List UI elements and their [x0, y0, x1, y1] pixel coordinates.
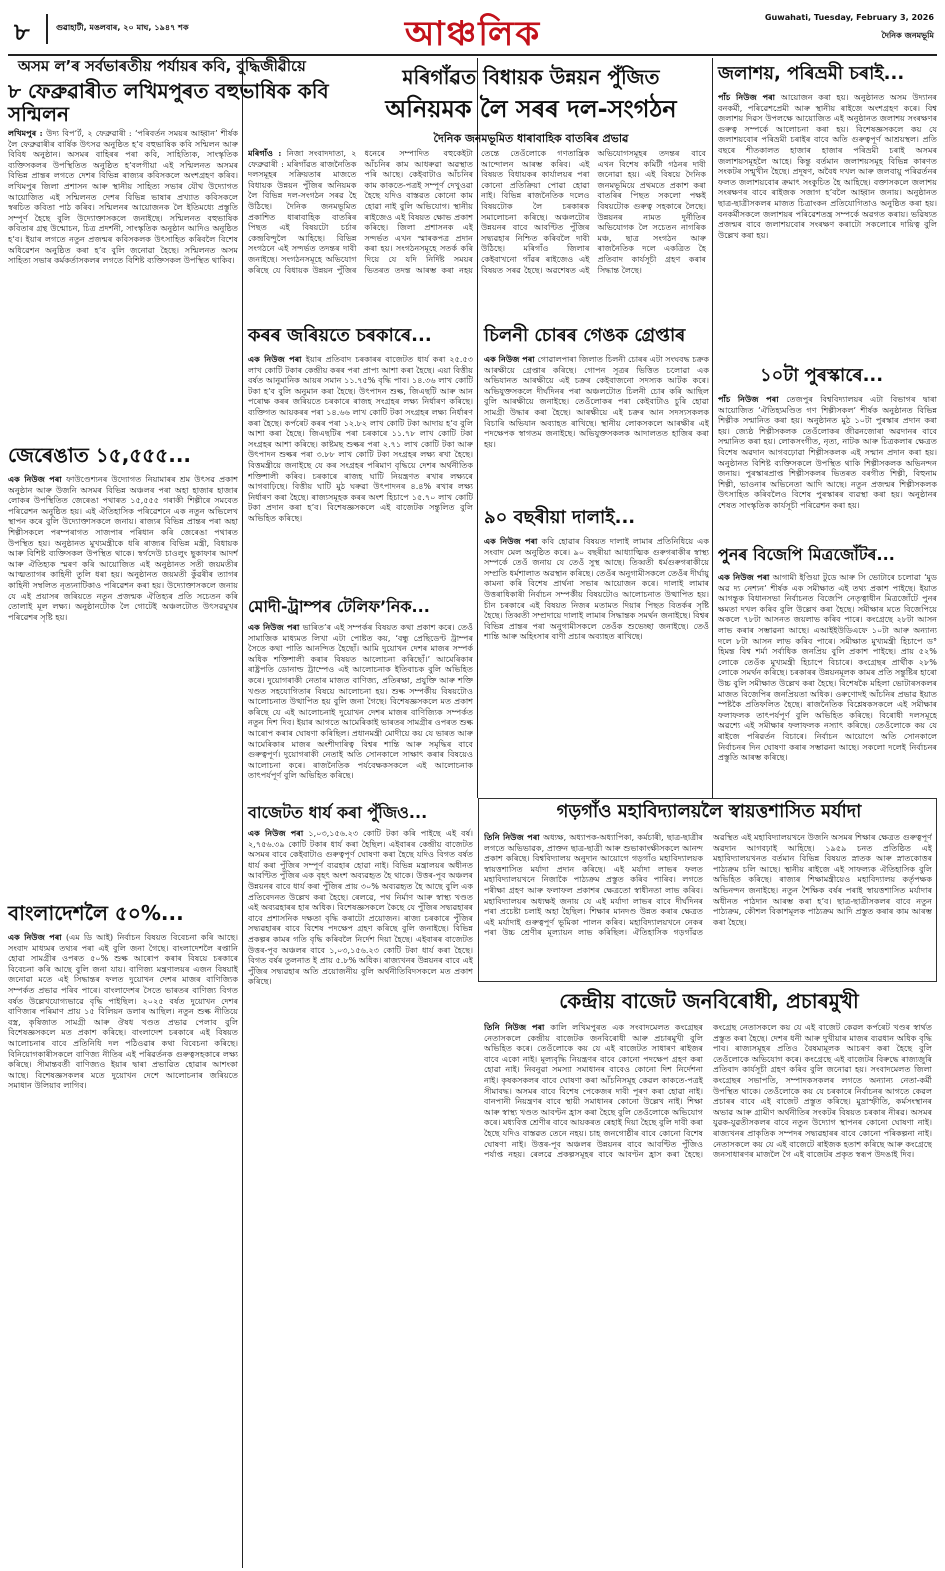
chilani-dateline: এক নিউজ পৰা	[484, 354, 538, 364]
gargaon-body	[484, 832, 932, 978]
bjp-dateline: এক নিউজ পৰা	[718, 572, 773, 582]
bjp-body	[718, 572, 937, 796]
kavi-headline: ৮ ফেব্ৰুৱাৰীত লখিমপুৰত বহুভাষিক কবি সন্মিলন	[8, 79, 329, 126]
gargaon-dateline: তিনি নিউজ পৰা	[484, 832, 544, 842]
jerengat-dateline: এক নিউজ পৰা	[8, 474, 67, 484]
chilani-body	[484, 354, 709, 504]
budget-loan-dateline: এক নিউজ পৰা	[248, 828, 309, 838]
puroskar-dateline: পাঁচ নিউজ পৰা	[718, 394, 787, 404]
morigaon-body	[248, 148, 706, 318]
dalai-body	[484, 536, 709, 786]
morigaon-subhead: দৈনিক জনমভূমিত ধাৰাবাহিক বাতৰিৰ প্ৰভাৱ	[433, 132, 629, 145]
budget-criticism-text: কালি লখিমপুৰত এক সংবাদমেলত কংগ্ৰেছৰ নেতাসকলে কেন্দ্ৰীয় বাজেটক জনবিৰোধী আৰু প্ৰচাৰমুখী বুলি অভিহিত কৰে। তেওঁলোকে কয় যে এই বাজেটত সাধাৰণ ৰাইজৰ বাবে একো নাই। মূল্যবৃদ্ধি নিয়ন্ত্ৰণৰ বাবে কোনো পদক্ষেপ গ্ৰহণ কৰা হোৱা নাই। নিবনুৱা সমস্যা সমাধানৰ বাবেও কোনো দিশ নিৰ্দেশনা নাই। কৃষকসকলৰ বাবে ঘোষণা কৰা আঁচনিসমূহ কেৱল কাকতে-পত্ৰই সীমাবদ্ধ। অসমৰ বাবে বিশেষ পেকেজৰ দাবী পূৰণ কৰা হোৱা নাই। বানপানী নিয়ন্ত্ৰণৰ বাবে স্থায়ী সমাধানৰ কোনো উল্লেখ নাই। শিক্ষা আৰু স্বাস্থ্য খণ্ডত আবণ্টন হ্ৰাস কৰা হৈছে বুলি তেওঁলোকে অভিযোগ কৰে। মধ্যবিত্ত শ্ৰেণীৰ বাবে আয়কৰত ৰেহাই দিয়া হৈছে বুলি দাবী কৰা হৈছে যদিও বাস্তৱত তেনে নহয়। চাহ জনগোষ্ঠীৰ বাবে কোনো বিশেষ ঘোষণা নাই। উত্তৰ-পূব অঞ্চলৰ উন্নয়নৰ বাবে আবণ্টিত পুঁজিও পৰ্যাপ্ত নহয়। ৰেলৱে প্ৰকল্পসমূহৰ বাবে আবণ্টন হ্ৰাস কৰা হৈছে। কংগ্ৰেছ নেতাসকলে কয় যে এই বাজেট কেৱল কৰ্পৰেট খণ্ডৰ স্বাৰ্থত প্ৰস্তুত কৰা হৈছে। দেশৰ ধনী আৰু দুখীয়াৰ মাজৰ ব্যৱধান অধিক বৃদ্ধি পাব। ৰাজ্যসমূহৰ প্ৰতিও বৈষম্যমূলক আচৰণ কৰা হৈছে বুলি তেওঁলোকে অভিযোগ কৰে। কংগ্ৰেছে এই বাজেটৰ বিৰুদ্ধে ৰাজ্যজুৰি প্ৰতিবাদ কাৰ্যসূচী গ্ৰহণ কৰিব বুলি জনোৱা হয়। সংবাদমেলত জিলা কংগ্ৰেছৰ সভাপতি, সম্পাদকসকলৰ লগতে অন্যান্য নেতা-কৰ্মী উপস্থিত থাকে। তেওঁলোকে কয় যে চৰকাৰে নিৰ্বাচনৰ আগতে কেৱল প্ৰচাৰৰ বাবে এই বাজেট প্ৰস্তুত কৰিছে। মুদ্ৰাস্ফীতি, কৰ্মসংস্থানৰ অভাৱ আৰু গ্ৰামীণ অৰ্থনীতিৰ সংকটৰ বিষয়ত চৰকাৰ নীৰৱ। অসমৰ যুৱক-যুৱতীসকলৰ বাবে নতুন উদ্যোগ স্থাপনৰ কোনো ঘোষণা নাই। ৰাজ্যখনৰ প্ৰাকৃতিক সম্পদৰ সদ্ব্যৱহাৰৰ বাবে কোনো পৰিকল্পনা নাই। নেতাসকলে কয় যে এই বাজেটে ৰাইজক হতাশ কৰিছে আৰু কংগ্ৰেছে জনসাধাৰণৰ মাজলৈ গৈ এই বাজেটৰ প্ৰকৃত স্বৰূপ উদঙাই দিব।	[484, 1022, 932, 1160]
column-rule	[242, 58, 243, 1568]
column-rule	[712, 58, 713, 798]
morigaon-headline-2: অনিয়মক লৈ সৰৰ দল-সংগঠন	[385, 95, 677, 123]
bangladesh-headline: বাংলাদেশলৈ ৫০%...	[8, 901, 184, 925]
bjp-text: আগামী ইণ্ডিয়া টুডে আৰু সি ভোটাৰে চলোৱা ‘মুড অৱ দ্য নেশ্যন’ শীৰ্ষক এক সমীক্ষাত এই তথ্য প্ৰকাশ পাইছে। ইয়াত আগন্তুক বিধানসভা নিৰ্বাচনত বিজেপি নেতৃত্বাধীন মিত্ৰজোঁটে পুনৰ ক্ষমতা দখল কৰিব বুলি উল্লেখ কৰা হৈছে। সমীক্ষাৰ মতে বিজেপিয়ে অকলে ৭৮টা আসনত জয়লাভ কৰিব পাৰে। কংগ্ৰেছে ২৮টা আসন লাভ কৰাৰ সম্ভাৱনা আছে। এআইইউডিএফে ১০টা আৰু অন্যান্য দলে ৮টা আসন লাভ কৰিব পাৰে। সমীক্ষাত মুখ্যমন্ত্ৰী হিচাপে ড° হিমন্ত বিশ্ব শৰ্মা সৰ্বাধিক জনপ্ৰিয় বুলি প্ৰকাশ পাইছে। প্ৰায় ৫২% লোকে তেওঁক মুখ্যমন্ত্ৰী হিচাপে বিচাৰে। কংগ্ৰেছৰ প্ৰাৰ্থীক ২৮% লোকে সমৰ্থন কৰিছে। চৰকাৰৰ উন্নয়নমূলক কামৰ প্ৰতি সন্তুষ্টিৰ হাৰো উচ্চ বুলি সমীক্ষাত উল্লেখ কৰা হৈছে। বিশেষকৈ মহিলা ভোটাৰসকলৰ মাজত বিজেপিৰ জনপ্ৰিয়তা অধিক। ওৰুণোদই আঁচনিৰ প্ৰভাৱ ইয়াত স্পষ্টকৈ প্ৰতিফলিত হৈছে। ৰাজনৈতিক বিশ্লেষকসকলে এই সমীক্ষাৰ ফলাফলক তাৎপৰ্যপূৰ্ণ বুলি অভিহিত কৰিছে। বিৰোধী দলসমূহে অৱশ্যে এই সমীক্ষাৰ ফলাফলক নস্যাৎ কৰিছে। তেওঁলোকে কয় যে ৰাইজে পৰিৱৰ্তন বিচাৰে। নিৰ্বাচন আয়োগে অতি সোনকালে নিৰ্বাচনৰ দিন ঘোষণা কৰাৰ সম্ভাৱনা আছে। সকলো দলেই নিৰ্বাচনৰ প্ৰস্তুতি আৰম্ভ কৰিছে।	[718, 572, 937, 763]
jalashay-text: আয়োজন কৰা হয়। অনুষ্ঠানত অসম উদ্যানৰ বনকৰ্মী, পৰিৱেশপ্ৰেমী আৰু স্থানীয় ৰাইজে অংশগ্ৰহণ কৰে। বিশ্ব জলাশয় দিৱস উপলক্ষে আয়োজিত এই অনুষ্ঠানত জলাশয় সংৰক্ষণৰ গুৰুত্ব সম্পৰ্কে আলোচনা কৰা হয়। বিশেষজ্ঞসকলে কয় যে জলাশয়বোৰ পৰিভ্ৰমী চৰাইৰ বাবে অতি গুৰুত্বপূৰ্ণ আশ্ৰয়স্থল। প্ৰতি বছৰে শীতকালত হাজাৰ হাজাৰ পৰিভ্ৰমী চৰাই অসমৰ জলাশয়সমূহলৈ আহে। কিন্তু বৰ্তমান জলাশয়সমূহ বিভিন্ন কাৰণত সংকটৰ সন্মুখীন হৈছে। প্ৰদূষণ, অবৈধ দখল আৰু জলবায়ু পৰিৱৰ্তনৰ ফলত জলাশয়বোৰ ক্ৰমাৎ সংকুচিত হৈ আহিছে। বক্তাসকলে জলাশয় সংৰক্ষণৰ বাবে ৰাইজক সজাগ হ’বলৈ আহ্বান জনায়। অনুষ্ঠানত ছাত্ৰ-ছাত্ৰীসকলৰ মাজত চিত্ৰাংকন প্ৰতিযোগিতাও অনুষ্ঠিত কৰা হয়। বনকৰ্মীসকলে জলাশয়ৰ পৰিৱেশতন্ত্ৰ সম্পৰ্কে অৱগত কৰায়। ভৱিষ্যত প্ৰজন্মৰ বাবে জলাশয়বোৰ সংৰক্ষণ কৰাটো সকলোৰে দায়িত্ব বুলি উল্লেখ কৰা হয়।	[718, 92, 937, 240]
bangladesh-dateline: এক নিউজ পৰা	[8, 932, 66, 942]
bangladesh-body	[8, 932, 238, 1564]
puroskar-headline: ১০টা পুৰস্কাৰে...	[760, 365, 884, 386]
korar-dateline: এক নিউজ পৰা	[248, 354, 306, 364]
paper-name: দৈনিক জনমভূমি	[881, 30, 934, 40]
kavi-text: উদ্য বিপ’ৰ্ট, ২ ফেব্ৰুৱাৰী : ‘পৰিবৰ্তন সময়ৰ আহ্বান’ শীৰ্ষক লৈ ফেব্ৰুৱাৰীৰ বাৰ্ষিক উৎসৱ অনুষ্ঠিত হ’ব বহুভাষিক কবি সন্মিলন আৰু বিবিধ অনুষ্ঠান। অসমৰ বাহিৰৰ পৰা কবি, সাহিত্যিক, সাংস্কৃতিক ব্যক্তিসকলৰ উপস্থিতিত অনুষ্ঠিত হ’বলগীয়া এই সন্মিলনত অসমৰ বিভিন্ন প্ৰান্তৰ লগতে দেশৰ বিভিন্ন ৰাজ্যৰ কবিসকলে অংশগ্ৰহণ কৰিব। লখিমপুৰ জিলা প্ৰশাসন আৰু স্থানীয় সাহিত্য সভাৰ যৌথ উদ্যোগত আয়োজিত এই সন্মিলনত দেশৰ বিভিন্ন ভাষাৰ প্ৰখ্যাত কবিসকলে স্বৰচিত কবিতা পাঠ কৰিব। সন্মিলনৰ আয়োজনক লৈ ইতিমধ্যে প্ৰস্তুতি সম্পূৰ্ণ হৈছে বুলি উদ্যোক্তাসকলে জনাইছে। সন্মিলনত বহুভাষিক কবিতাৰ গ্ৰন্থ উন্মোচন, চিত্ৰ প্ৰদৰ্শনী, সাংস্কৃতিক অনুষ্ঠান আদিও অনুষ্ঠিত হ’ব। ইয়াৰ লগতে নতুন প্ৰজন্মৰ কবিসকলক উৎসাহিত কৰিবলৈ বিশেষ অধিৱেশন অনুষ্ঠিত কৰা হ’ব বুলি জনোৱা হৈছে। সন্মিলনত অসম সাহিত্য সভাৰ কৰ্মকৰ্তাসকলৰ লগতে বিশিষ্ট ব্যক্তিসকল উপস্থিত থাকিব।	[8, 128, 238, 266]
jalashay-headline: জলাশয়, পৰিভ্ৰমী চৰাই...	[718, 63, 905, 84]
puroskar-body	[718, 394, 937, 544]
modi-trump-dateline: এক নিউজ পৰা	[248, 622, 303, 632]
jerengat-text: ফাউণ্ডেশ্যনৰ উদ্যোগত নিয়ামাৰৰ শ্ৰম উৎসৱ প্ৰকাশ অনুষ্ঠান আৰু উজনি অসমৰ বিভিন্ন অঞ্চলৰ পৰা অহা হাজাৰ হাজাৰ লোকৰ উপস্থিতিত জেৰেঙা পথাৰত ১৫,৫৫৫ গৰাকী শিল্পীৰে সমবেত পৰিৱেশন অনুষ্ঠিত হয়। এই ঐতিহাসিক পৰিৱেশনে এক নতুন অভিলেখ স্থাপন কৰে বুলি উদ্যোক্তাসকলে জনায়। ৰাজ্যৰ বিভিন্ন প্ৰান্তৰ পৰা অহা শিল্পীসকলে পৰম্পৰাগত সাজপাৰ পৰিধান কৰি জেৰেঙা পথাৰত উপস্থিত হয়। অনুষ্ঠানত মুখ্যমন্ত্ৰীকে ধৰি ৰাজ্যৰ বিভিন্ন মন্ত্ৰী, বিধায়ক আৰু বিশিষ্ট ব্যক্তিসকল উপস্থিত থাকে। স্বৰ্গদেউ চাওলুং ছুকাফাৰ আদৰ্শ আৰু ঐতিহ্যক স্মৰণ কৰি আয়োজিত এই অনুষ্ঠানত সতী জয়মতীৰ আত্মত্যাগৰ কাহিনী তুলি ধৰা হয়। অনুষ্ঠানত জয়মতী কুঁৱৰীৰ ত্যাগৰ কাহিনী সম্বলিত নৃত্যনাটিকাও পৰিৱেশন কৰা হয়। উদ্যোক্তাসকলে জনায় যে এই প্ৰয়াসৰ জৰিয়তে নতুন প্ৰজন্মক ঐতিহ্যৰ প্ৰতি সচেতন কৰি তোলাই মূল লক্ষ্য। অনুষ্ঠানটোক লৈ গোটেই অঞ্চলটোত উৎসৱমুখৰ পৰিৱেশৰ সৃষ্টি হয়।	[8, 474, 238, 622]
korar-body	[248, 354, 473, 592]
newspaper-logo: আঞ্চলিক	[404, 14, 542, 54]
puroskar-text: তেজপুৰ বিশ্ববিদ্যালয়ৰ এটা বিভাগৰ দ্বাৰা আয়োজিত ‘ঐতিহ্যমণ্ডিত গণ শিল্পীসকল’ শীৰ্ষক অনুষ্ঠানত বিভিন্ন শিল্পীক সন্মানিত কৰা হয়। অনুষ্ঠানত মুঠ ১০টা পুৰস্কাৰ প্ৰদান কৰা হয়। জ্যেষ্ঠ শিল্পীসকলক তেওঁলোকৰ জীৱনজোৰা অৱদানৰ বাবে সন্মানিত কৰা হয়। লোকসংগীত, নৃত্য, নাটক আৰু চিত্ৰকলাৰ ক্ষেত্ৰত বিশেষ অৱদান আগবঢ়োৱা শিল্পীসকলক এই সন্মান প্ৰদান কৰা হয়। অনুষ্ঠানত বিশিষ্ট ব্যক্তিসকলে উপস্থিত থাকি শিল্পীসকলক অভিনন্দন জনায়। পুৰস্কাৰপ্ৰাপ্ত শিল্পীসকলৰ ভিতৰত বৰগীত শিল্পী, বিহুনাম শিল্পী, ভাওনাৰ অভিনেতা আদি আছে। নতুন প্ৰজন্মৰ শিল্পীসকলক উৎসাহিত কৰিবলৈও বিশেষ পুৰস্কাৰৰ ব্যৱস্থা কৰা হয়। অনুষ্ঠানৰ শেষত সাংস্কৃতিক কাৰ্যসূচী পৰিৱেশন কৰা হয়।	[718, 394, 937, 510]
dalai-headline: ৯০ বছৰীয়া দালাই...	[484, 507, 636, 528]
budget-criticism-headline: কেন্দ্ৰীয় বাজেট জনবিৰোধী, প্ৰচাৰমুখী	[559, 989, 859, 1013]
jalashay-body	[718, 92, 937, 362]
morigaon-text: নিজা সংবাদদাতা, ২ ফেব্ৰুৱাৰী : মৰিগাঁৱত ৰাজনৈতিক দলসমূহৰ সক্ৰিয়তাৰ মাজতে বিধায়ক উন্নয়ন পুঁজিৰ অনিয়মক লৈ বিভিন্ন দল-সংগঠন সৰৱ হৈ উঠিছে। দৈনিক জনমভূমিত প্ৰকাশিত ধাৰাবাহিক বাতৰিৰ পিছত এই বিষয়টো চৰ্চাৰ কেন্দ্ৰবিন্দুলৈ আহিছে। বিভিন্ন সংগঠনে এই সন্দৰ্ভত তদন্তৰ দাবী জনাইছে। সংগঠনসমূহে অভিযোগ কৰিছে যে বিধায়ক উন্নয়ন পুঁজিৰ ধনেৰে সম্পাদিত বহুকেইটা আঁচনিৰ কাম আধৰুৱা অৱস্থাত পৰি আছে। কেইবাটাও আঁচনিৰ কাম কাকতে-পত্ৰই সম্পূৰ্ণ দেখুওৱা হৈছে যদিও বাস্তৱত কোনো কাম হোৱা নাই বুলি অভিযোগ। স্থানীয় ৰাইজেও এই বিষয়ত ক্ষোভ প্ৰকাশ কৰিছে। জিলা প্ৰশাসনক এই সন্দৰ্ভত এখন স্মাৰকপত্ৰ প্ৰদান কৰা হয়। সংগঠনসমূহে সতৰ্ক কৰি দিয়ে যে যদি নিৰ্দিষ্ট সময়ৰ ভিতৰত তদন্ত আৰম্ভ কৰা নহয় তেন্তে তেওঁলোকে গণতান্ত্ৰিক আন্দোলন আৰম্ভ কৰিব। এই বিষয়ত বিধায়কৰ কাৰ্যালয়ৰ পৰা কোনো প্ৰতিক্ৰিয়া পোৱা হোৱা নাই। বিভিন্ন ৰাজনৈতিক দলেও বিষয়টোক লৈ চৰকাৰক সমালোচনা কৰিছে। অঞ্চলটোৰ উন্নয়নৰ বাবে আবণ্টিত পুঁজিৰ সদ্ব্যৱহাৰ নিশ্চিত কৰিবলৈ দাবী উঠিছে। মৰিগাঁও জিলাৰ কেইবাখনো গাঁৱৰ ৰাইজেও এই বিষয়ত সৰৱ হৈছে। অৱশেষত এই অভিযোগসমূহৰ তদন্তৰ বাবে এখন বিশেষ কমিটী গঠনৰ দাবী জনোৱা হয়। এই বিষয়ে দৈনিক জনমভূমিয়ে প্ৰথমতে প্ৰকাশ কৰা বাতৰিৰ পিছত সকলো পক্ষই বিষয়টোক গুৰুত্ব সহকাৰে লৈছে। উন্নয়নৰ নামত দুৰ্নীতিৰ অভিযোগক লৈ সচেতন নাগৰিক মঞ্চ, ছাত্ৰ সংগঠন আৰু ৰাজনৈতিক দলে একত্ৰিত হৈ প্ৰতিবাদ কাৰ্যসূচী গ্ৰহণ কৰাৰ সিদ্ধান্ত লৈছে।	[248, 148, 706, 275]
modi-trump-headline: মোদী-ট্ৰাম্পৰ টেলিফ’নিক...	[248, 597, 430, 616]
kavi-body	[8, 128, 238, 438]
budget-loan-headline: বাজেটত ধাৰ্য কৰা পুঁজিও...	[248, 803, 428, 822]
gargaon-text: অধ্যক্ষ, অধ্যাপক-অধ্যাপিকা, কৰ্মচাৰী, ছাত্ৰ-ছাত্ৰীৰ লগতে অভিভাৱক, প্ৰাক্তন ছাত্ৰ-ছাত্ৰী আৰু শুভাকাংক্ষীসকলে আনন্দ প্ৰকাশ কৰিছে। বিশ্ববিদ্যালয় অনুদান আয়োগে গড়গাঁও মহাবিদ্যালয়ক স্বায়ত্তশাসিত মৰ্যাদা প্ৰদান কৰিছে। এই মৰ্যাদা লাভৰ ফলত মহাবিদ্যালয়খনে নিজাকৈ পাঠ্যক্ৰম প্ৰস্তুত কৰিব পাৰিব। লগতে পৰীক্ষা গ্ৰহণ আৰু ফলাফল প্ৰকাশৰ ক্ষেত্ৰতো স্বাধীনতা লাভ কৰিব। মহাবিদ্যালয়ৰ অধ্যক্ষই জনায় যে এই মৰ্যাদা লাভৰ বাবে দীৰ্ঘদিনৰ পৰা প্ৰচেষ্টা চলাই অহা হৈছিল। শিক্ষাৰ মানদণ্ড উন্নত কৰাৰ ক্ষেত্ৰত এই মৰ্যাদাই গুৰুত্বপূৰ্ণ ভূমিকা পালন কৰিব। মহাবিদ্যালয়খনে নেকৰ পৰা উচ্চ শ্ৰেণীৰ মূল্যায়ন লাভ কৰিছিল। ঐতিহাসিক গড়গাঁৱত অৱস্থিত এই মহাবিদ্যালয়খনে উজনি অসমৰ শিক্ষাৰ ক্ষেত্ৰত গুৰুত্বপূৰ্ণ অৱদান আগবঢ়াই আহিছে। ১৯৫৯ চনত প্ৰতিষ্ঠিত এই মহাবিদ্যালয়খনত বৰ্তমান বিভিন্ন বিষয়ত স্নাতক আৰু স্নাতকোত্তৰ পাঠ্যক্ৰম চলি আছে। স্থানীয় ৰাইজে এই সাফল্যক ঐতিহাসিক বুলি অভিহিত কৰিছে। ৰাজ্যৰ শিক্ষামন্ত্ৰীয়েও মহাবিদ্যালয় কৰ্তৃপক্ষক অভিনন্দন জনাইছে। নতুন শৈক্ষিক বৰ্ষৰ পৰাই স্বায়ত্তশাসিত মৰ্যাদাৰ অধীনত পাঠদান আৰম্ভ কৰা হ’ব। ছাত্ৰ-ছাত্ৰীসকলৰ বাবে নতুন পাঠ্যক্ৰম, কৌশল বিকাশমূলক পাঠ্যক্ৰম আদি প্ৰস্তুত কৰাৰ কাম আৰম্ভ কৰা হৈছে।	[484, 832, 932, 938]
kavi-dateline: লখিমপুৰ :	[8, 128, 47, 138]
modi-trump-body	[248, 622, 473, 798]
bjp-headline: পুনৰ বিজেপি মিত্ৰজোঁটৰ...	[718, 545, 895, 564]
budget-loan-text: ১,০৩,১৫৬.২৩ কোটি টকা কৰি পাইছে এই বৰ্ষ। ২,৭৫৬.৩৯ কোটি টকাৰ ধাৰ্য কৰা হৈছিল। এইবাৰৰ কেন্দ্ৰীয় বাজেটত অসমৰ বাবে কেইবাটাও গুৰুত্বপূৰ্ণ ঘোষণা কৰা হৈছে যদিও বিগত বৰ্ষত ধাৰ্য কৰা পুঁজিৰ সম্পূৰ্ণ ব্যৱহাৰ হোৱা নাই। বিভিন্ন মন্ত্ৰালয়ৰ অধীনত আবণ্টিত পুঁজিৰ এক বৃহৎ অংশ অব্যৱহৃত হৈ থাকে। উত্তৰ-পূব অঞ্চলৰ উন্নয়নৰ বাবে ধাৰ্য কৰা পুঁজিৰ প্ৰায় ৩০% অব্যৱহৃত হৈ আছে বুলি এক প্ৰতিবেদনত উল্লেখ কৰা হৈছে। ৰেলৱে, পথ নিৰ্মাণ আৰু স্বাস্থ্য খণ্ডত এই অব্যৱহাৰৰ হাৰ অধিক। বিশেষজ্ঞসকলে কৈছে যে পুঁজিৰ সদ্ব্যৱহাৰৰ বাবে প্ৰশাসনিক দক্ষতা বৃদ্ধি কৰাটো প্ৰয়োজন। ৰাজ্য চৰকাৰে পুঁজিৰ সদ্ব্যৱহাৰৰ বাবে বিশেষ পদক্ষেপ গ্ৰহণ কৰিছে বুলি জনাইছে। বিভিন্ন প্ৰকল্পৰ কামৰ গতি বৃদ্ধি কৰিবলৈ নিৰ্দেশ দিয়া হৈছে। এইবাৰৰ বাজেটত উত্তৰ-পূব অঞ্চলৰ বাবে ১,০৩,১৫৬.২৩ কোটি টকা ধাৰ্য কৰা হৈছে। বিগত বৰ্ষৰ তুলনাত ই প্ৰায় ৫.৮% অধিক। ৰাজ্যখনৰ উন্নয়নৰ বাবে এই পুঁজিৰ সদ্ব্যৱহাৰ অতি প্ৰয়োজনীয় বুলি অৰ্থনীতিবিদসকলে মত প্ৰকাশ কৰিছে।	[248, 828, 473, 987]
modi-trump-text: ভাৰিত’ৰ এই সম্পৰ্কৰ বিষয়ত কথা প্ৰকাশ কৰে। তেওঁ সামাজিক মাধ্যমত লিখা এটা পোষ্টত কয়, ‘বন্ধু প্ৰেছিডেণ্ট ট্ৰাম্পৰ সৈতে কথা পাতি আনন্দিত হৈছোঁ। আমি দুয়োখন দেশৰ মাজৰ সম্পৰ্ক অধিক শক্তিশালী কৰাৰ বিষয়ত আলোচনা কৰিছোঁ।’ আমেৰিকাৰ ৰাষ্ট্ৰপতি ডোনাল্ড ট্ৰাম্পেও এই আলোচনাক ইতিবাচক বুলি অভিহিত কৰে। দুয়োগৰাকী নেতাৰ মাজত বাণিজ্য, প্ৰতিৰক্ষা, প্ৰযুক্তি আৰু শক্তি খণ্ডত সহযোগিতাৰ বিষয়ে আলোচনা হয়। শুল্ক সম্পৰ্কীয় বিষয়টোও আলোচনাত উত্থাপিত হয় বুলি জনা গৈছে। বিশেষজ্ঞসকলে মত প্ৰকাশ কৰিছে যে এই আলোচনাই দুয়োখন দেশৰ মাজৰ বাণিজ্যিক সম্পৰ্কত নতুন দিশ দিব। ইয়াৰ আগতে আমেৰিকাই ভাৰতৰ সামগ্ৰীৰ ওপৰত শুল্ক আৰোপ কৰাৰ ঘোষণা কৰিছিল। প্ৰধানমন্ত্ৰী মোদীয়ে কয় যে ভাৰত আৰু আমেৰিকাৰ মাজৰ অংশীদাৰিত্ব বিশ্বৰ শান্তি আৰু সমৃদ্ধিৰ বাবে গুৰুত্বপূৰ্ণ। দুয়োগৰাকী নেতাই অতি সোনকালে সাক্ষাৎ কৰাৰ বিষয়েও আলোচনা কৰে। ৰাজনৈতিক পৰ্যবেক্ষকসকলে এই আলোচনাক তাৎপৰ্যপূৰ্ণ বুলি অভিহিত কৰিছে।	[248, 622, 473, 781]
gargaon-headline: গড়গাঁও মহাবিদ্যালয়লৈ স্বায়ত্তশাসিত মৰ্যাদা	[556, 801, 862, 822]
jerengat-headline: জেৰেঙাত ১৫,৫৫৫...	[8, 443, 192, 467]
budget-loan-body	[248, 828, 473, 1564]
jerengat-body	[8, 474, 238, 898]
dalai-text: কবি হোৱাৰ বিষয়ত দালাই লামাৰ প্ৰতিনিধিয়ে এক সংবাদ মেল অনুষ্ঠিত কৰে। ৯০ বছৰীয়া আধ্যাত্মিক গুৰুগৰাকীৰ স্বাস্থ্য সম্পৰ্কে তেওঁ জনায় যে তেওঁ সুস্থ আছে। তিব্বতী ধৰ্মগুৰুগৰাকীয়ে সম্প্ৰতি ধৰ্মশালাত অৱস্থান কৰিছে। তেওঁৰ অনুগামীসকলে তেওঁৰ দীৰ্ঘায়ু কামনা কৰি বিশেষ প্ৰাৰ্থনা সভাৰ আয়োজন কৰে। দালাই লামাৰ উত্তৰাধিকাৰী নিৰ্বাচন সম্পৰ্কীয় বিষয়টোও আলোচনাত উত্থাপিত হয়। চীন চৰকাৰে এই বিষয়ত নিজৰ মতামত দিয়াৰ পিছত বিতৰ্কৰ সৃষ্টি হৈছে। তিব্বতী সম্প্ৰদায়ে দালাই লামাৰ সিদ্ধান্তক সমৰ্থন জনাইছে। বিশ্বৰ বিভিন্ন প্ৰান্তৰ পৰা অনুগামীসকলে তেওঁক শুভেচ্ছা জনাইছে। তেওঁ শান্তি আৰু অহিংসাৰ বাণী প্ৰচাৰ অব্যাহত ৰাখিছে।	[484, 536, 709, 642]
masthead-rule	[8, 54, 937, 56]
kavi-kicker: অসম ল’ৰ সৰ্বভাৰতীয় পৰ্যায়ৰ কবি, বুদ্ধিজীৱীয়ে	[18, 57, 306, 75]
morigaon-dateline: মৰিগাঁও :	[248, 148, 287, 158]
morigaon-headline-1: মৰিগাঁৱত বিধায়ক উন্নয়ন পুঁজিত	[402, 65, 660, 89]
budget-criticism-body	[484, 1022, 932, 1564]
dalai-dateline: এক নিউজ পৰা	[484, 536, 542, 546]
korar-headline: কৰৰ জৰিয়তে চৰকাৰে...	[248, 325, 432, 346]
left-dateline: গুৱাহাটী, মঙলবাৰ, ২০ মাঘ, ১৯৪৭ শক	[56, 22, 189, 32]
right-dateline: Guwahati, Tuesday, February 3, 2026	[764, 12, 934, 22]
chilani-headline: চিলনী চোৰৰ গেঙক গ্ৰেপ্তাৰ	[484, 325, 686, 346]
budget-criticism-dateline: তিনি নিউজ পৰা	[484, 1022, 551, 1032]
jalashay-dateline: পাঁচ নিউজ পৰা	[718, 92, 781, 102]
bangladesh-text: (এম ডি আই) নিৰ্বাচন বিষয়ত বিবেচনা কৰি আছে। সংবাদ মাধ্যমৰ তথ্যৰ পৰা এই বুলি জনা গৈছে। বাংলাদেশলৈ ৰপ্তানি হোৱা সামগ্ৰীৰ ওপৰত ৫০% শুল্ক আৰোপ কৰাৰ বিষয়ে চৰকাৰে বিবেচনা কৰি আছে বুলি জনা যায়। বাণিজ্য মন্ত্ৰণালয়ৰ এজন বিষয়াই জনোৱা মতে এই সিদ্ধান্তৰ ফলত দুয়োখন দেশৰ মাজৰ বাণিজ্যিক সম্পৰ্কত প্ৰভাৱ পৰিব পাৰে। বাংলাদেশৰ সৈতে ভাৰতৰ বাণিজ্য বিগত বৰ্ষত উল্লেখযোগ্যভাৱে বৃদ্ধি পাইছিল। ২০২৫ বৰ্ষত দুয়োখন দেশৰ বাণিজ্যৰ পৰিমাণ প্ৰায় ১৫ বিলিয়ন ডলাৰ আছিল। নতুন শুল্ক নীতিয়ে বস্ত্ৰ, কৃষিজাত সামগ্ৰী আৰু ঔষধ খণ্ডত প্ৰভাৱ পেলাব বুলি বিশেষজ্ঞসকলে মত প্ৰকাশ কৰিছে। বাংলাদেশ চৰকাৰে এই বিষয়ত আলোচনাৰ বাবে প্ৰতিনিধি দল পঠিওৱাৰ কথা বিবেচনা কৰিছে। বিনিয়োগকাৰীসকলে বাণিজ্য নীতিৰ এই পৰিৱৰ্তনক গুৰুত্বসহকাৰে লক্ষ্য কৰিছে। সীমান্তবৰ্তী বাণিজ্যও ইয়াৰ দ্বাৰা প্ৰভাৱিত হোৱাৰ আশংকা আছে। বিশেষজ্ঞসকলৰ মতে দুয়োখন দেশে আলোচনাৰ জৰিয়তে সমাধান উলিয়াব লাগিব।	[8, 932, 238, 1091]
chilani-text: গোৱালপাৰা জিলাত চিলনী চোৰৰ এটা সংঘবদ্ধ চক্ৰক আৰক্ষীয়ে গ্ৰেপ্তাৰ কৰিছে। গোপন সূত্ৰৰ ভিত্তিত চলোৱা এক অভিযানত আৰক্ষীয়ে এই চক্ৰৰ কেইবাজনো সদস্যক আটক কৰে। অভিযুক্তসকলে দীৰ্ঘদিনৰ পৰা অঞ্চলটোত চিলনী চোৰ কৰি আছিল বুলি আৰক্ষীয়ে জনাইছে। তেওঁলোকৰ পৰা কেইবাটাও চুৰি হোৱা সামগ্ৰী উদ্ধাৰ কৰা হৈছে। আৰক্ষীয়ে এই চক্ৰৰ আন সদস্যসকলক বিচাৰি অভিযান অব্যাহত ৰাখিছে। স্থানীয় লোকসকলে আৰক্ষীৰ এই পদক্ষেপক স্বাগতম জনাইছে। অভিযুক্তসকলক আদালতত হাজিৰ কৰা হয়।	[484, 354, 709, 449]
page-number: ৮	[14, 14, 48, 44]
korar-text: ইয়াৰ প্ৰতিবাদ চৰকাৰৰ বাজেটত ধাৰ্য কৰা ২৫.৫৩ লাখ কোটি টকাৰ কেন্দ্ৰীয় কৰৰ পৰা প্ৰাপ্য আশা কৰা হৈছে। এয়া বিত্তীয় বৰ্ষত আনুমানিক আয়ৰ সমান ১১.৭৫% বৃদ্ধি পাব। ১৪.৩৬ লাখ কোটি টকা হ’ব বুলি অনুমান কৰা হৈছে। উৎপাদন শুল্ক, জিএছটি আৰু আন পৰোক্ষ কৰৰ জৰিয়তে চৰকাৰে ৰাজহ সংগ্ৰহৰ লক্ষ্য নিৰ্ধাৰণ কৰিছে। ব্যক্তিগত আয়কৰৰ পৰা ১৪.৬৬ লাখ কোটি টকা সংগ্ৰহৰ লক্ষ্য নিৰ্ধাৰণ কৰা হৈছে। কৰ্পৰেট কৰৰ পৰা ১২.৮২ লাখ কোটি টকা আদায় হ’ব বুলি আশা কৰা হৈছে। জিএছটিৰ পৰা চৰকাৰে ১১.৭৮ লাখ কোটি টকা সংগ্ৰহৰ আশা কৰিছে। কাষ্টমছ শুল্কৰ পৰা ২.৭১ লাখ কোটি টকা আৰু উৎপাদন শুল্কৰ পৰা ৩.৮৮ লাখ কোটি টকা সংগ্ৰহৰ লক্ষ্য ৰখা হৈছে। বিত্তমন্ত্ৰীয়ে জনাইছে যে কৰ সংগ্ৰহৰ পৰিমাণ বৃদ্ধিয়ে দেশৰ অৰ্থনীতিক শক্তিশালী কৰিব। চৰকাৰে ৰাজহ ঘাটি নিয়ন্ত্ৰণত ৰখাৰ লক্ষ্যৰে আগবাঢ়িছে। বিত্তীয় ঘাটি মুঠ ঘৰুৱা উৎপাদনৰ ৪.৪% ৰখাৰ লক্ষ্য নিৰ্ধাৰণ কৰা হৈছে। ৰাজ্যসমূহক কৰৰ অংশ হিচাপে ১৫.৭০ লাখ কোটি টকা প্ৰদান কৰা হ’ব। বিশেষজ্ঞসকলে এই বাজেটক সন্তুলিত বুলি অভিহিত কৰিছে।	[248, 354, 473, 523]
page-header	[8, 6, 937, 54]
